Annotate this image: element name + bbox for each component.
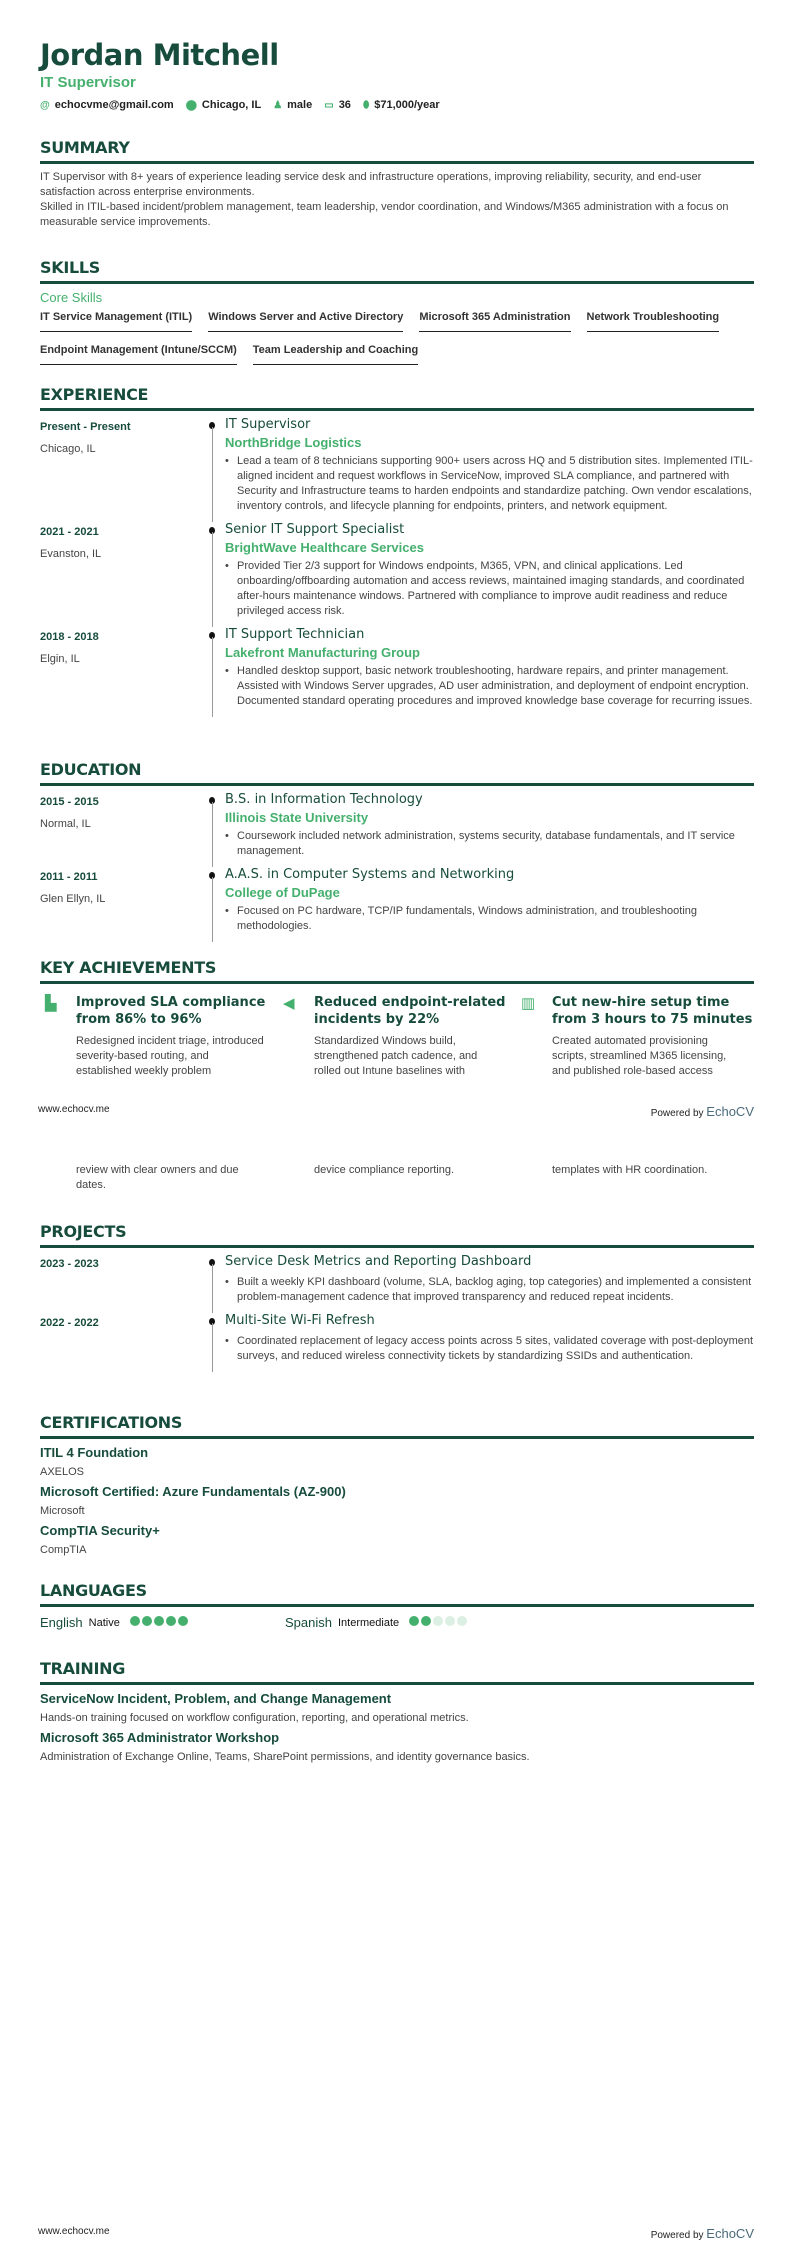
contact-email[interactable]: @ echocvme@gmail.com [40,99,174,111]
achievement-list-continued [40,1163,754,1193]
entry-dates: 2021 - 2021 [40,526,99,538]
page-footer [38,1104,754,1119]
rating-dot [178,1616,188,1626]
entry-title: IT Supervisor [225,417,311,432]
skill-tag: IT Service Management (ITIL) [40,311,192,332]
language-item: English Native [40,1615,285,1630]
entry-title: Multi-Site Wi-Fi Refresh [225,1313,375,1328]
summary-text: Skilled in ITIL-based incident/problem management, team leadership, vendor coordination, and Windows/M365 administration with a focus on measurable service improvements. [40,201,729,228]
section-heading: LANGUAGES [40,1581,754,1607]
section-heading: TRAINING [40,1659,754,1685]
rating-dot [130,1616,140,1626]
section-heading: EDUCATION [40,760,754,786]
certification-item: ITIL 4 Foundation AXELOS [40,1445,149,1478]
powered-by: Powered by EchoCV [650,2226,754,2241]
footer-site-link[interactable]: www.echocv.me [38,1104,110,1115]
building-icon [516,1163,552,1193]
rating-dot [409,1616,419,1626]
skill-list [40,311,754,365]
brand-logo: EchoCV [706,1104,754,1119]
entry-dates: 2018 - 2018 [40,631,99,643]
timeline-entry [40,1313,754,1372]
timeline-entry [40,522,754,627]
contact-salary: ⬮ $71,000/year [362,99,440,111]
building-icon: ▥ [521,995,536,1012]
resume-header [40,38,754,111]
proficiency-rating [130,1616,190,1629]
achievement-description: device compliance reporting. [314,1164,455,1176]
entry-location: Evanston, IL [40,548,102,560]
entry-dates: 2023 - 2023 [40,1258,99,1270]
contact-list [40,99,754,111]
certification-item: Microsoft Certified: Azure Fundamentals (AZ-900) Microsoft [40,1484,346,1517]
powered-by: Powered by EchoCV [650,1104,754,1119]
entry-organization: BrightWave Healthcare Services [225,540,424,555]
certifications-section [40,1413,754,1556]
rating-dot [166,1616,176,1626]
entry-title: IT Support Technician [225,627,365,642]
achievement-description: Created automated provisioning scripts, streamlined M365 licensing, and published role-based access [552,1035,727,1077]
achievement-item [516,1163,754,1193]
achievement-description: Redesigned incident triage, introduced severity-based routing, and established weekly problem [76,1035,264,1077]
candidate-name: Jordan Mitchell [40,38,279,72]
contact-location: ⬤ Chicago, IL [185,99,262,111]
timeline-entry [40,792,754,867]
skill-tag: Microsoft 365 Administration [419,311,570,332]
entry-location: Chicago, IL [40,443,96,455]
timeline-marker [205,1313,225,1372]
entry-organization: Lakefront Manufacturing Group [225,645,420,660]
contact-gender: ♟ male [273,99,313,111]
languages-section [40,1581,754,1630]
tag-x-icon: ◀ [283,995,295,1012]
timeline-marker [205,627,225,717]
achievement-item [40,994,278,1079]
skill-tag: Endpoint Management (Intune/SCCM) [40,344,237,365]
tag-x-icon [278,1163,314,1193]
location-icon: ⬤ [185,100,197,111]
entry-description: • Provided Tier 2/3 support for Windows endpoints, M365, VPN, and clinical applications. Led onboarding/offboarding automation and access reviews, maintained imaging standards, and coordinated after-hours maintenance windows. Partnered with compliance to improve audit readiness and reduce privileged access risk. [225,559,754,619]
rating-dot [445,1616,455,1626]
timeline-marker [205,417,225,522]
entry-organization: Illinois State University [225,810,369,825]
achievement-description: Standardized Windows build, strengthened patch cadence, and rolled out Intune baselines with [314,1035,478,1077]
calendar-icon: ▭ [324,100,334,111]
person-icon: ♟ [273,100,283,111]
language-item: Spanish Intermediate [285,1615,530,1630]
summary-text: IT Supervisor with 8+ years of experience leading service desk and infrastructure operations, improving reliability, security, and end-user satisfaction across enterprise environments. [40,171,702,198]
contact-age: ▭ 36 [324,99,351,111]
timeline-marker [205,792,225,867]
timeline-entry [40,1254,754,1313]
achievement-title: Cut new-hire setup time from 3 hours to 75 minutes [552,995,753,1027]
section-heading: SUMMARY [40,138,754,164]
entry-description: • Coursework included network administration, systems security, database fundamentals, and IT service management. [225,829,754,859]
rating-dot [142,1616,152,1626]
timeline-marker [205,1254,225,1313]
timeline-marker [205,522,225,627]
achievement-item [278,994,516,1079]
page-footer [38,2226,754,2241]
money-icon: ⬮ [362,100,370,111]
entry-organization: NorthBridge Logistics [225,435,362,450]
rating-dot [421,1616,431,1626]
entry-dates: Present - Present [40,421,131,433]
achievement-description: review with clear owners and due dates. [76,1164,239,1191]
entry-title: A.A.S. in Computer Systems and Networking [225,867,515,882]
achievement-title: Reduced endpoint-related incidents by 22% [314,995,506,1027]
entry-location: Elgin, IL [40,653,80,665]
achievement-title: Improved SLA compliance from 86% to 96% [76,995,266,1027]
achievement-item [278,1163,516,1193]
achievement-description: templates with HR coordination. [552,1164,708,1176]
summary-section [40,138,754,230]
entry-dates: 2022 - 2022 [40,1317,99,1329]
entry-title: Senior IT Support Specialist [225,522,405,537]
skill-tag: Windows Server and Active Directory [208,311,403,332]
rating-dot [154,1616,164,1626]
timeline-entry [40,867,754,942]
entry-location: Normal, IL [40,818,91,830]
skills-section [40,258,754,365]
entry-title: B.S. in Information Technology [225,792,423,807]
projects-section [40,1222,754,1372]
achievement-item [40,1163,278,1193]
rating-dot [433,1616,443,1626]
entry-title: Service Desk Metrics and Reporting Dashboard [225,1254,532,1269]
job-title: IT Supervisor [40,74,136,91]
skills-subheading: Core Skills [40,290,103,305]
education-section [40,760,754,942]
entry-description: • Built a weekly KPI dashboard (volume, SLA, backlog aging, top categories) and implemented a consistent problem-management cadence that improved transparency and reduced repeat incidents. [225,1275,754,1305]
timeline-entry [40,627,754,717]
entry-dates: 2015 - 2015 [40,796,99,808]
certification-item: CompTIA Security+ CompTIA [40,1523,160,1556]
achievement-list [40,994,754,1079]
footer-site-link[interactable]: www.echocv.me [38,2226,110,2237]
proficiency-rating [409,1616,469,1629]
training-section [40,1659,754,1763]
skill-tag: Team Leadership and Coaching [253,344,418,365]
document-icon [40,1163,76,1193]
rating-dot [457,1616,467,1626]
training-item: ServiceNow Incident, Problem, and Change Management Hands-on training focused on workflow configuration, reporting, and operational metrics. [40,1691,469,1724]
section-heading: EXPERIENCE [40,385,754,411]
skill-tag: Network Troubleshooting [587,311,720,332]
entry-organization: College of DuPage [225,885,340,900]
achievements-section [40,958,754,990]
section-heading: PROJECTS [40,1222,754,1248]
training-item: Microsoft 365 Administrator Workshop Administration of Exchange Online, Teams, SharePoint permissions, and identity governance basics. [40,1730,530,1763]
timeline-marker [205,867,225,942]
entry-description: • Focused on PC hardware, TCP/IP fundamentals, Windows administration, and troubleshooting methodologies. [225,904,754,934]
achievement-item [516,994,754,1079]
entry-description: • Coordinated replacement of legacy access points across 5 sites, validated coverage with post-deployment surveys, and reduced wireless connectivity tickets by standardizing SSIDs and authentication. [225,1334,754,1364]
experience-section [40,385,754,717]
brand-logo: EchoCV [706,2226,754,2241]
section-heading: CERTIFICATIONS [40,1413,754,1439]
section-heading: KEY ACHIEVEMENTS [40,958,754,984]
document-icon: ▙ [45,995,57,1012]
at-icon: @ [40,100,50,111]
section-heading: SKILLS [40,258,754,284]
entry-dates: 2011 - 2011 [40,871,98,883]
entry-location: Glen Ellyn, IL [40,893,106,905]
entry-description: • Lead a team of 8 technicians supporting 900+ users across HQ and 5 distribution sites. Implemented ITIL-aligned incident and request workflows in ServiceNow, improved SLA compliance, and partnered with Security and Infrastructure teams to harden endpoints and standardize patching. Own vendor escalations, inventory controls, and lifecycle planning for endpoints, printers, and network equipment. [225,454,754,514]
timeline-entry [40,417,754,522]
entry-description: • Handled desktop support, basic network troubleshooting, hardware repairs, and printer management. Assisted with Windows Server upgrades, AD user administration, and deployment of endpoint encryption. Documented standard operating procedures and improved knowledge base coverage for recurring issues. [225,664,754,709]
